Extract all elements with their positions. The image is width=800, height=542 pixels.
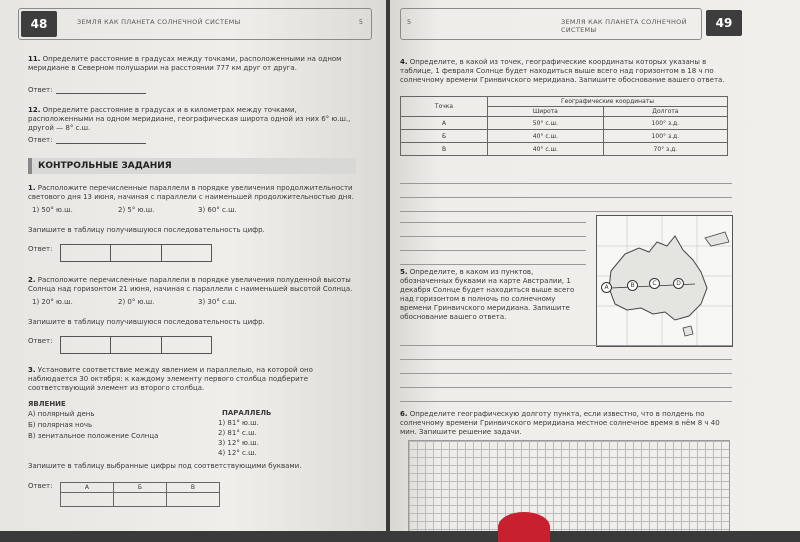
task-3-cell-b[interactable] (113, 493, 166, 507)
task-1-option-3: 3) 60° с.ш. (198, 206, 237, 214)
task-2-note: Запишите в таблицу получившуюся последовательность цифр. (28, 318, 265, 326)
task-3-col2-item-3: 3) 12° ю.ш. (218, 439, 259, 447)
task-3-col2-item-4: 4) 12° с.ш. (218, 449, 257, 457)
task-3-answer-table[interactable] (60, 482, 220, 507)
left-page (0, 0, 386, 531)
task-3: 3. Установите соответствие между явлением и параллелью, на которой оно наблюдается 30 октября: к каждому элементу первого столбца подберите соответствующий элемент из второго столбца. (28, 366, 313, 392)
task-1-answer-label: Ответ: (28, 245, 53, 253)
col-lon: Долгота (603, 107, 727, 117)
row-c-lat: 40° с.ш. (488, 143, 604, 156)
left-page-number: 48 (21, 11, 57, 37)
task-3-col2-item-2: 2) 81° с.ш. (218, 429, 257, 437)
task-2-option-1: 1) 20° ю.ш. (32, 298, 73, 306)
task-3-col1-item-1: А) полярный день (28, 410, 95, 418)
task-3-header-b: Б (113, 483, 166, 493)
row-a-lat: 50° с.ш. (488, 117, 604, 130)
col-coords: Географические координаты (488, 97, 728, 107)
question-12: 12. Определите расстояние в градусах и в километрах между точками, расположенными на одном меридиане, географическая широта одной из них 6° ю.ш., другой — 8° с.ш. (28, 106, 351, 132)
row-a-lon: 100° з.д. (603, 117, 727, 130)
finger-shape (498, 512, 550, 542)
task-2-answer-label: Ответ: (28, 337, 53, 345)
right-header-title: ЗЕМЛЯ КАК ПЛАНЕТА СОЛНЕЧНОЙ СИСТЕМЫ (561, 18, 687, 34)
left-header-title: ЗЕМЛЯ КАК ПЛАНЕТА СОЛНЕЧНОЙ СИСТЕМЫ (77, 18, 241, 26)
right-page-number: 49 (706, 10, 742, 36)
task-1-answer-cells[interactable] (60, 244, 212, 262)
task-3-col1-title: ЯВЛЕНИЕ (28, 400, 66, 408)
australia-outline-icon (597, 216, 732, 346)
task-3-note: Запишите в таблицу выбранные цифры под соответствующими буквами. (28, 462, 302, 470)
task-3-col2-item-1: 1) 81° ю.ш. (218, 419, 259, 427)
task-3-col2-title: ПАРАЛЛЕЛЬ (222, 409, 272, 417)
answer-lines-4b[interactable] (400, 209, 586, 265)
left-header (18, 8, 372, 40)
map-point-b: B (627, 280, 638, 291)
question-11: 11. Определите расстояние в градусах между точками, расположенными на одном меридиане в Северном полушарии на расстоянии 777 км друг от друга. (28, 55, 342, 72)
task-3-header-c: В (166, 483, 219, 493)
task-2-option-2: 2) 0° ю.ш. (118, 298, 155, 306)
col-lat: Широта (488, 107, 604, 117)
map-point-a: A (601, 282, 612, 293)
task-3-cell-c[interactable] (166, 493, 219, 507)
right-header-corner: 5 (407, 18, 412, 26)
answer-11: Ответ: (28, 86, 146, 94)
row-a-point: А (401, 117, 488, 130)
solution-grid[interactable] (408, 440, 730, 531)
map-point-c: C (649, 278, 660, 289)
task-3-answer-label: Ответ: (28, 482, 53, 490)
row-b-lon: 100° з.д. (603, 130, 727, 143)
map-point-d: D (673, 278, 684, 289)
task-2-answer-cells[interactable] (60, 336, 212, 354)
question-4: 4. Определите, в какой из точек, географические координаты которых указаны в таблице, 1 февраля Солнце будет находиться выше всего над горизонтом в 18 ч по солнечному времени Гринвичского меридиана. Запишите обоснование вашего ответа. (400, 58, 725, 84)
row-c-lon: 70° з.д. (603, 143, 727, 156)
row-b-point: Б (401, 130, 488, 143)
row-c-point: В (401, 143, 488, 156)
australia-map (596, 215, 733, 347)
task-3-col1-item-3: В) зенитальное положение Солнца (28, 432, 159, 440)
question-5: 5. Определите, в каком из пунктов, обозначенных буквами на карте Австралии, 1 декабря Солнце будет находиться выше всего над горизонтом в полночь по солнечному времени Гринвичского меридиана. Запишите обоснование вашего ответа. (400, 268, 575, 321)
task-3-cell-a[interactable] (61, 493, 114, 507)
coordinates-table (400, 96, 728, 156)
row-b-lat: 40° с.ш. (488, 130, 604, 143)
task-2-option-3: 3) 30° с.ш. (198, 298, 237, 306)
task-2: 2. Расположите перечисленные параллели в порядке увеличения полуденной высоты Солнца над горизонтом 21 июня, начиная с параллели с наименьшей высотой Солнца. (28, 276, 353, 293)
question-6: 6. Определите географическую долготу пункта, если известно, что в полдень по солнечному времени Гринвичского меридиана местное солнечное время в нём 8 ч 40 мин. Запишите решение задачи. (400, 410, 720, 436)
task-3-header-a: А (61, 483, 114, 493)
section-title: КОНТРОЛЬНЫЕ ЗАДАНИЯ (28, 158, 356, 174)
right-page (390, 0, 800, 531)
task-3-col1-item-2: Б) полярная ночь (28, 421, 93, 429)
left-header-corner: 5 (358, 18, 363, 26)
col-point: Точка (401, 97, 488, 117)
answer-lines-4[interactable] (400, 170, 732, 212)
answer-12: Ответ: (28, 136, 146, 144)
task-1-option-1: 1) 50° ю.ш. (32, 206, 73, 214)
right-header (400, 8, 702, 40)
answer-lines-5[interactable] (400, 332, 732, 402)
task-1-note: Запишите в таблицу получившуюся последовательность цифр. (28, 226, 265, 234)
task-1: 1. Расположите перечисленные параллели в порядке увеличения продолжительности светового дня 13 июня, начиная с параллели с наименьшей продолжительностью дня. (28, 184, 354, 201)
task-1-option-2: 2) 5° ю.ш. (118, 206, 155, 214)
